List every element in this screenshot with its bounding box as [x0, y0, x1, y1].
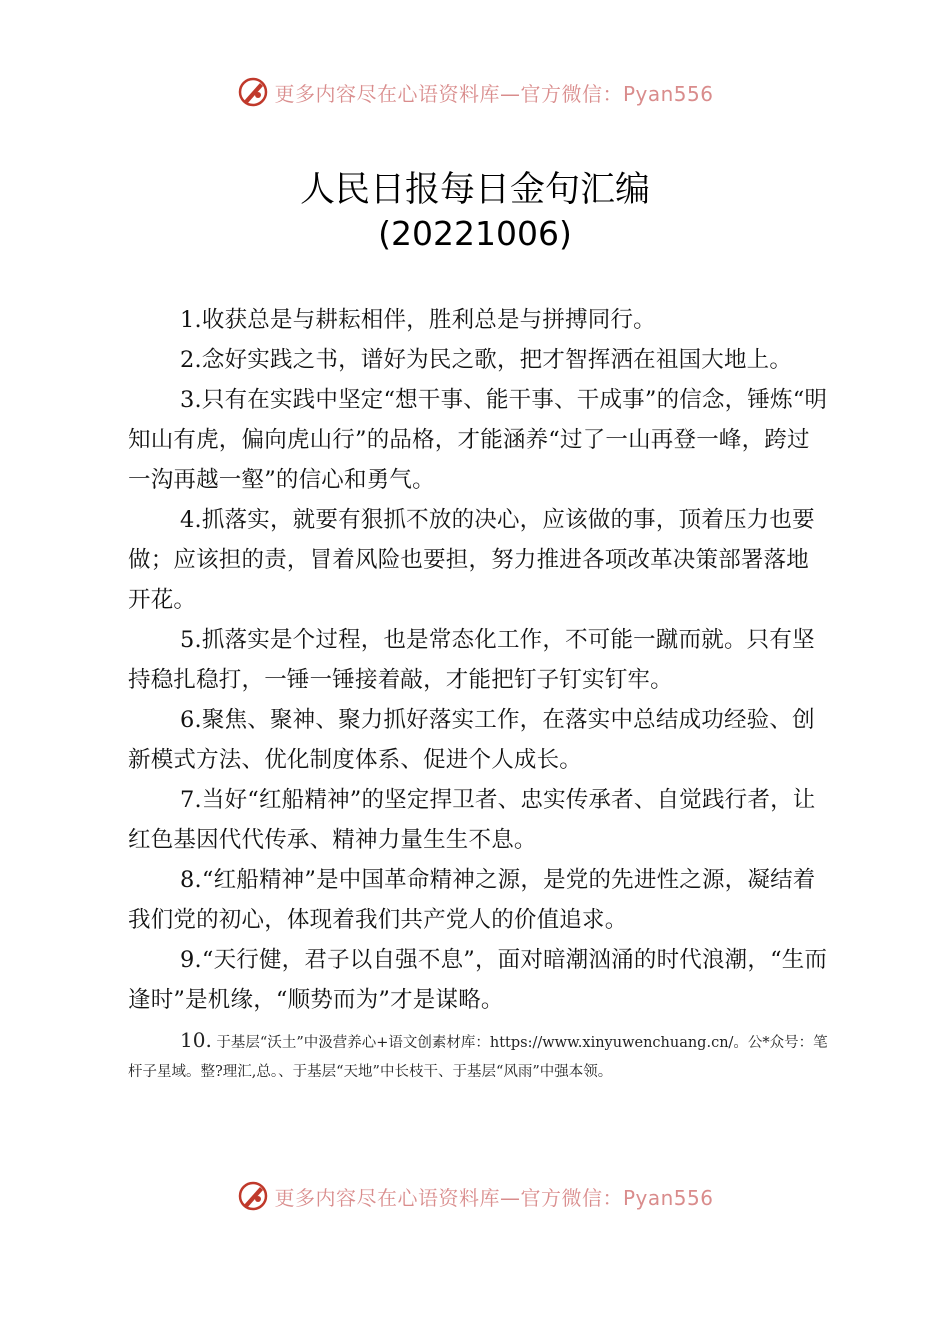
page-title: 人民日报每日金句汇编: [299, 170, 650, 210]
banner-text: 更多内容尽在心语资料库—官方微信：Pyan556: [274, 81, 714, 106]
banner-text: 更多内容尽在心语资料库—官方微信：Pyan556: [274, 1185, 714, 1210]
pen-logo-icon: [236, 75, 270, 109]
quote-item: 7.当好“红船精神”的坚定捍卫者、忠实传承者、自觉践行者，让红色基因代代传承、精神力量生生不息。: [128, 787, 816, 853]
quote-item: 6.聚焦、聚神、聚力抓好落实工作，在落实中总结成功经验、创新模式方法、优化制度体系、促进个人成长。: [128, 707, 815, 773]
quote-item: 4.抓落实，就要有狠抓不放的决心，应该做的事，顶着压力也要做；应该担的责，冒着风险也要担，努力推进各项改革决策部署落地开花。: [128, 507, 815, 613]
footer-watermark-banner: [0, 1176, 950, 1216]
quote-item-note: [128, 1026, 828, 1087]
pen-logo-icon: [236, 1179, 270, 1213]
note-text: 于基层“沃土”中汲营养心+语文创素材库：https://www.xinyuwenchuang.cn/。公*众号：笔杆子星域。整?理汇,总。、于基层“天地”中长枝干、于基层“风雨”中强本领。: [128, 1035, 828, 1080]
quote-item: 2.念好实践之书，谱好为民之歌，把才智挥洒在祖国大地上。: [180, 347, 793, 373]
quote-item: 5.抓落实是个过程，也是常态化工作，不可能一蹴而就。只有坚持稳扎稳打，一锤一锤接着敲，才能把钉子钉实钉牢。: [128, 627, 815, 693]
quote-list: [128, 300, 828, 1102]
quote-item: 9.“天行健，君子以自强不息”，面对暗潮汹涌的时代浪潮，“生而逢时”是机缘，“顺势而为”才是谋略。: [128, 947, 828, 1013]
quote-item: 8.“红船精神”是中国革命精神之源，是党的先进性之源，凝结着我们党的初心，体现着我们共产党人的价值追求。: [128, 867, 816, 933]
quote-item: 3.只有在实践中坚定“想干事、能干事、干成事”的信念，锤炼“明知山有虎，偏向虎山行”的品格，才能涵养“过了一山再登一峰，跨过一沟再越一壑”的信心和勇气。: [128, 387, 828, 493]
quote-item: 1.收获总是与耕耘相伴，胜利总是与拼搏同行。: [180, 307, 656, 333]
page-date: (20221006): [378, 214, 572, 253]
note-number: 10.: [180, 1028, 212, 1052]
header-watermark-banner: [0, 72, 950, 112]
